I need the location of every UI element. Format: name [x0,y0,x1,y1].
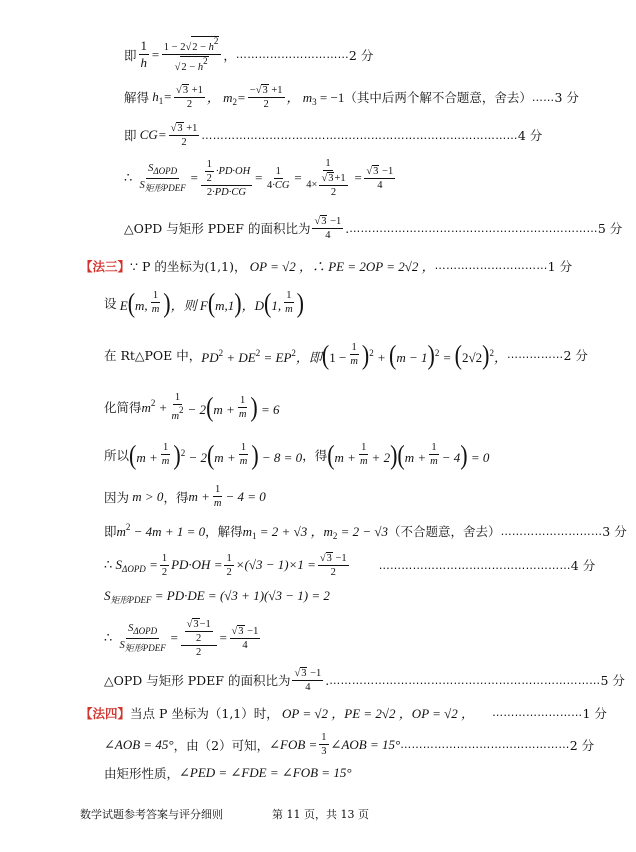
line-mid: ，得 [163,489,189,505]
step-line-13: ∴ $S_{\Delta OPD}$ = $\frac{1}{2}$ PD·OH = $\frac{1}{2}$ ×(√3 − 1)×1 = √ 3 −1 2 …………………………………………… 4 分 [104,552,596,579]
step-line-15: ∴ $\frac{\text{SΔOPD}}{\text{S矩形PDEF}}$ = √ 3 −1 2 2 = √ 3 −1 4 [104,619,259,659]
step-line-8: 在 Rt△POE 中， $PD^2 + DE^2 = EP^2$，即(1 − $\frac{1}{m}$ )$^2 + (m - 1)^2 = (2√2)^2$， …………… 2 分 [104,338,588,370]
score-label: 4 分 [570,558,596,574]
step-line-3: 即 CG= √ 3 +1 2 ………………………………………………………………………… 4 分 [124,123,543,149]
line-prefix: 所以 [104,447,130,463]
footer-left: 数学试题参考答案与评分细则 [80,808,223,821]
line-prefix: 即 [124,47,137,63]
line-prefix: 设 [104,295,117,311]
method-tag: 【法四】 [80,705,131,721]
line-prefix: 在 Rt△POE 中， [104,347,202,363]
score-label: 4 分 [517,128,543,144]
method-tag: 【法三】 [80,258,131,274]
footer-page-number: 第 11 页，共 13 页 [272,808,369,821]
step-line-18: ∠AOB = 45° ，由（2）可知， ∠FOB = $\frac{1}{3}$ ∠AOB = 15° ……………………………………… 2 分 [104,732,595,758]
step-line-19: 由矩形性质， ∠PED = ∠FDE = ∠FOB = 15° [104,765,352,781]
score-label: 5 分 [600,673,625,689]
line-text: ∵ P 的坐标为(1,1)， [130,258,247,274]
step-line-9: 化简得 $m^2$ + $\frac{1}{m2}$ − 2(m + $\frac{1}{m}$ ) = 6 [104,390,280,423]
equals-sign: = [151,46,160,62]
step-line-14: $S_{矩形PDEF} = PD\cdot DE = (√3 + 1)(√3 - 1) = 2$ [104,588,330,605]
dot-leader: ………………………… [235,48,349,62]
step-line-5: △OPD 与矩形 PDEF 的面积比为 √ 3 −1 4 . ………………………………………………………… 5 分 [124,216,623,242]
score-label: 3 分 [602,524,627,539]
step-line-10: 所以 (m + $\frac{1}{m}$ )$^2$ − 2(m + $\frac{1}{m}$ ) − 8 = 0 ，得 (m + $\frac{1}{m}$ + 2)(m + $\frac{1}{m}$ − 4) = 0 [104,438,490,470]
line-note: （不合题意，舍去） [388,524,501,539]
line-text: 当点 P 坐标为（1,1）时， [130,705,279,721]
step-line-4: ∴ $\frac{\text{SΔOPD}}{\text{S矩形PDEF}}$ = $\frac{1}{2}$ ·PD·OH 2·PD·CG = $\frac{1}{4\cdot CG}$ = 1 4× √ 3 +1 2 = √ 3 −1 4 [124,158,394,199]
line-note: （其中后两个解不合题意，舍去） [344,90,532,106]
step-line-1: 即 $\frac{1}{h}$ = 1 − 2 √ 2 − h2 √ 2 − h2 ， ………………………… 2 分 [124,36,374,74]
line-mid: ，得 [302,447,328,463]
line-prefix: 即 [104,524,117,539]
formula-rhs: 1 − 2 √ 2 − h2 √ 2 − h2 [162,36,222,73]
line-prefix: △OPD 与矩形 PDEF 的面积比为 [124,221,311,237]
formula-1-over-h: $\frac{1}{h}$ [140,38,148,71]
score-label: 2 分 [348,47,374,63]
step-line-2: 解得 $h_1=$ √ 3 +1 2 ， $m_2=$ − √ 3 +1 2 ， $m_3 = -1$ （其中后两个解不合题意，舍去） …… 3 分 [124,85,579,111]
score-label: 5 分 [597,221,623,237]
line-prefix: 由矩形性质， [104,766,180,781]
step-line-7: 设 E(m, $\frac{1}{m}$ )，则 F(m,1)，D(1, $\frac{1}{m}$ ) [104,286,304,318]
score-label: 1 分 [547,258,573,274]
line-mid: ，由（2）可知， [173,737,270,753]
line-prefix: △OPD 与矩形 PDEF 的面积比为 [104,673,291,689]
score-label: 3 分 [554,90,579,106]
step-line-16: △OPD 与矩形 PDEF 的面积比为 √ 3 −1 4 . ……………………………………………………………… 5 分 [104,668,625,694]
line-mid: ，解得 [205,524,243,539]
step-line-6: 【法三】 ∵ P 的坐标为(1,1)， OP = √2 ，∴ PE = 2OP = 2√2 ， ………………………… 1 分 [80,258,573,274]
line-prefix: 因为 [104,489,130,505]
score-label: 1 分 [582,705,607,721]
line-prefix: 即 [124,128,137,144]
score-label: 2 分 [569,737,595,753]
step-line-17: 【法四】 当点 P 坐标为（1,1）时， OP = √2 ，PE = 2√2 ，OP = √2 ， …………………… 1 分 [80,705,607,721]
step-line-11: 因为 m > 0 ，得 m + $\frac{1}{m}$ − 4 = 0 [104,484,266,510]
line-prefix: 解得 [124,90,150,106]
step-line-12: 即 $m^2 - 4m + 1 = 0$ ，解得 $m_1 = 2 + √3$ ，$m_2 = 2 - √3$ （不合题意，舍去） ……………………… 3 分 [104,522,627,541]
score-label: 2 分 [563,347,588,363]
line-prefix: 化简得 [104,400,142,416]
